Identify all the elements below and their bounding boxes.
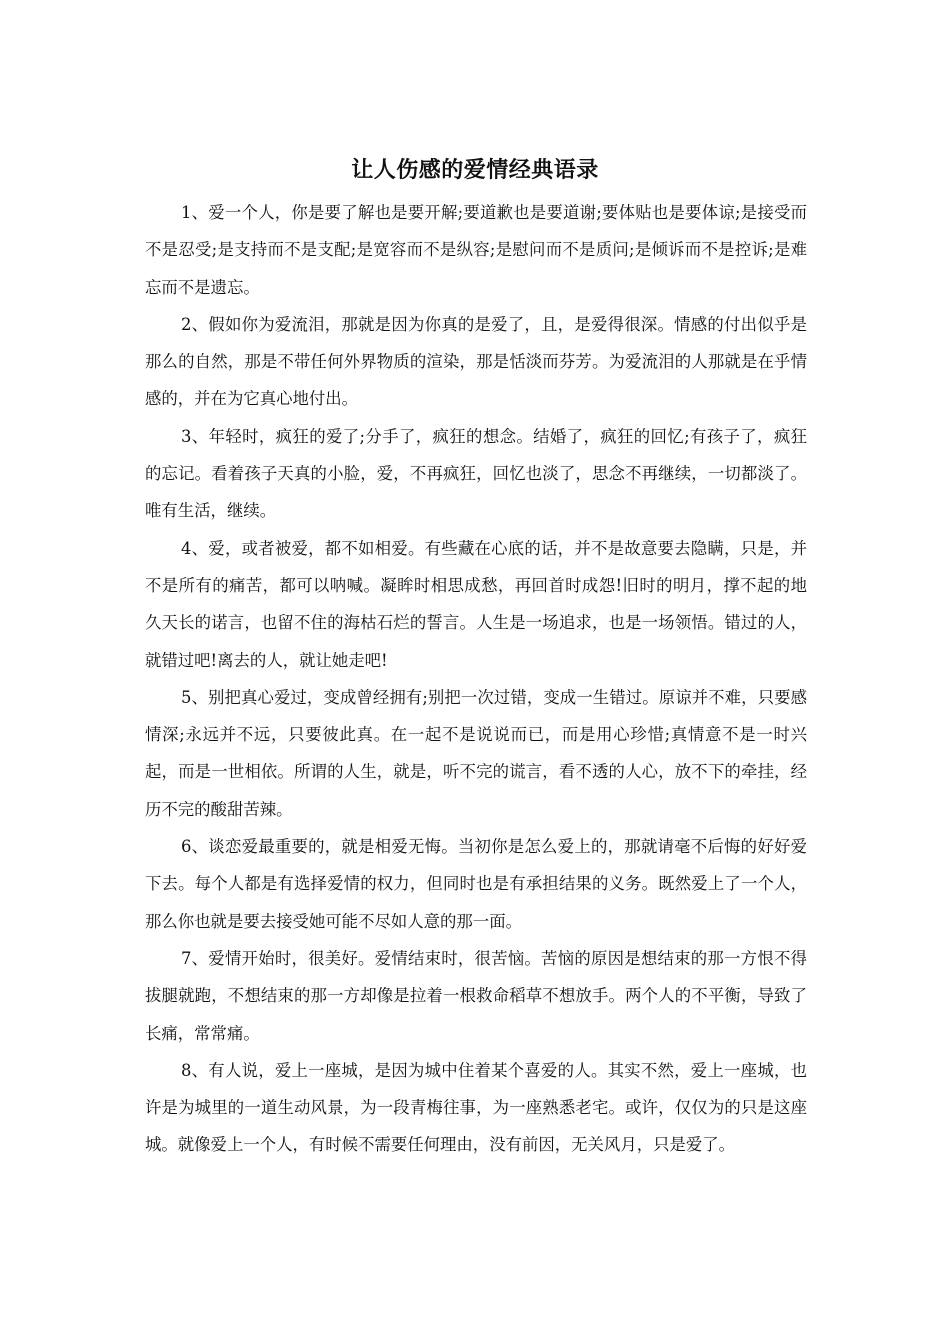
paragraph-6: 6、谈恋爱最重要的，就是相爱无悔。当初你是怎么爱上的，那就请毫不后悔的好好爱下去。每个人都是有选择爱情的权力，但同时也是有承担结果的义务。既然爱上了一个人，那么你也就是要去接受她可能不尽如人意的那一面。 <box>145 837 807 931</box>
paragraph-7: 7、爱情开始时，很美好。爱情结束时，很苦恼。苦恼的原因是想结束的那一方恨不得拔腿就跑，不想结束的那一方却像是拉着一根救命稻草不想放手。两个人的不平衡，导致了长痛，常常痛。 <box>145 948 807 1043</box>
paragraph-2: 2、假如你为爱流泪，那就是因为你真的是爱了，且，是爱得很深。情感的付出似乎是那么的自然，那是不带任何外界物质的渲染，那是恬淡而芬芳。为爱流泪的人那就是在乎情感的，并在为它真心地付出。 <box>145 314 807 409</box>
document-title: 让人伤感的爱情经典语录 <box>351 157 599 183</box>
paragraph-1: 1、爱一个人，你是要了解也是要开解;要道歉也是要道谢;要体贴也是要体谅;是接受而不是忍受;是支持而不是支配;是宽容而不是纵容;是慰问而不是质问;是倾诉而不是控诉;是难忘而不是遗忘。 <box>145 203 807 297</box>
paragraph-5: 5、别把真心爱过，变成曾经拥有;别把一次过错，变成一生错过。原谅并不难，只要感情深;永远并不远，只要彼此真。在一起不是说说而已，而是用心珍惜;真情意不是一时兴起，而是一世相依。所谓的人生，就是，听不完的谎言，看不透的人心，放不下的牵挂，经历不完的酸甜苦辣。 <box>145 687 807 819</box>
document-body <box>145 194 807 1164</box>
paragraph-3: 3、年轻时，疯狂的爱了;分手了，疯狂的想念。结婚了，疯狂的回忆;有孩子了，疯狂的忘记。看着孩子天真的小脸，爱，不再疯狂，回忆也淡了，思念不再继续，一切都淡了。唯有生活，继续。 <box>145 426 807 521</box>
paragraph-4: 4、爱，或者被爱，都不如相爱。有些藏在心底的话，并不是故意要去隐瞒，只是，并不是所有的痛苦，都可以呐喊。凝眸时相思成愁，再回首时成怨!旧时的明月，撑不起的地久天长的诺言，也留不住的海枯石烂的誓言。人生是一场追求，也是一场领悟。错过的人，就错过吧!离去的人，就让她走吧! <box>145 538 807 670</box>
paragraph-8: 8、有人说，爱上一座城，是因为城中住着某个喜爱的人。其实不然，爱上一座城，也许是为城里的一道生动风景，为一段青梅往事，为一座熟悉老宅。或许，仅仅为的只是这座城。就像爱上一个人，有时候不需要任何理由，没有前因，无关风月，只是爱了。 <box>145 1060 807 1155</box>
